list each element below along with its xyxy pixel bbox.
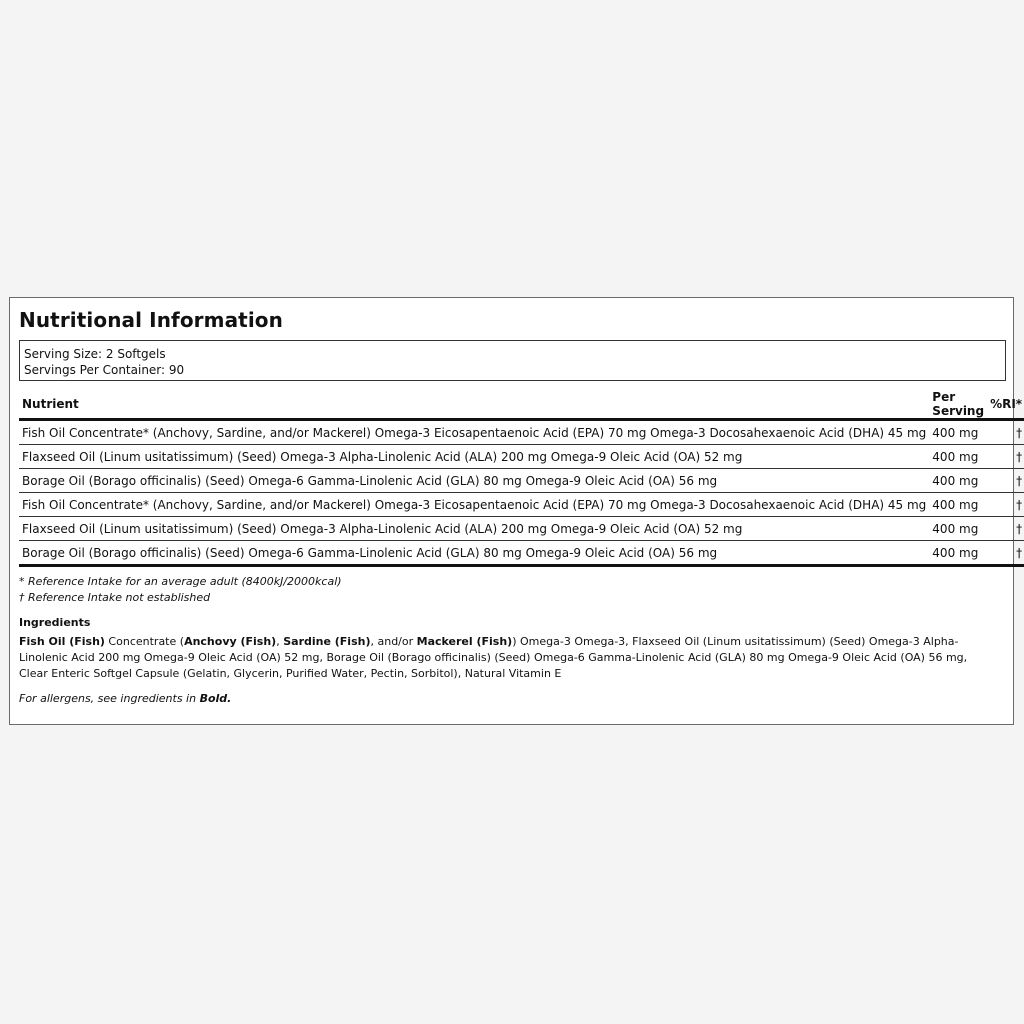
allergen-note-prefix: For allergens, see ingredients in (19, 692, 200, 705)
per-serving-cell: 400 mg (929, 420, 987, 445)
per-serving-cell: 400 mg (929, 493, 987, 517)
allergen-sardine: Sardine (Fish) (283, 635, 371, 648)
per-serving-cell: 400 mg (929, 469, 987, 493)
allergen-note (19, 692, 231, 705)
servings-per-container: Servings Per Container: 90 (24, 363, 185, 377)
page-title: Nutritional Information (19, 308, 283, 332)
allergen-note-bold: Bold. (199, 692, 232, 705)
ri-cell: † (987, 469, 1024, 493)
nutrient-cell: Borage Oil (Borago officinalis) (Seed) Omega-6 Gamma-Linolenic Acid (GLA) 80 mg Omega-9 Oleic Acid (OA) 56 mg (19, 541, 929, 566)
footnotes (19, 574, 342, 606)
nutrient-cell: Flaxseed Oil (Linum usitatissimum) (Seed) Omega-3 Alpha-Linolenic Acid (ALA) 200 mg Omega-9 Oleic Acid (OA) 52 mg (19, 517, 929, 541)
ingredients-fragment: , and/or (370, 635, 417, 648)
table-row (19, 493, 1024, 517)
ri-cell: † (987, 517, 1024, 541)
table-header-row (19, 390, 1024, 420)
footnote-reference-intake: * Reference Intake for an average adult (8400kJ/2000kcal) (19, 575, 342, 588)
ri-cell: † (987, 493, 1024, 517)
column-header-per-serving: Per Serving (929, 390, 987, 420)
ri-cell: † (987, 541, 1024, 566)
table-row (19, 445, 1024, 469)
footnote-not-established: † Reference Intake not established (19, 591, 211, 604)
serving-info-box (19, 340, 1006, 381)
allergen-mackerel: Mackerel (Fish) (416, 635, 513, 648)
table-row (19, 469, 1024, 493)
table-row (19, 517, 1024, 541)
ingredients-fragment: Concentrate ( (104, 635, 185, 648)
per-serving-cell: 400 mg (929, 517, 987, 541)
allergen-anchovy: Anchovy (Fish) (184, 635, 277, 648)
ingredients-fragment: ) Omega-3 Omega-3, Flaxseed Oil (Linum usitatissimum) (Seed) Omega-3 Alpha-Linolenic Acid 200 mg Omega-9 Oleic Acid (OA) 52 mg, Borage Oil (Borago officinalis) (Seed) Omega-6 Gamma-Linolenic Acid (GLA) 80 mg Omega-9 Oleic Acid (OA) 56 mg, Clear Enteric Softgel Capsule (Gelatin, Glycerin, Purified Water, Pectin, Sorbitol), Natural Vitamin E (19, 635, 968, 680)
ingredients-text (19, 634, 999, 682)
ingredients-heading: Ingredients (19, 616, 91, 629)
nutrient-cell: Fish Oil Concentrate* (Anchovy, Sardine, and/or Mackerel) Omega-3 Eicosapentaenoic Acid (EPA) 70 mg Omega-3 Docosahexaenoic Acid (DHA) 45 mg (19, 420, 929, 445)
ri-cell: † (987, 445, 1024, 469)
table-row (19, 541, 1024, 566)
allergen-fish-oil: Fish Oil (Fish) (19, 635, 105, 648)
nutrient-cell: Fish Oil Concentrate* (Anchovy, Sardine, and/or Mackerel) Omega-3 Eicosapentaenoic Acid (EPA) 70 mg Omega-3 Docosahexaenoic Acid (DHA) 45 mg (19, 493, 929, 517)
ri-cell: † (987, 420, 1024, 445)
per-serving-cell: 400 mg (929, 541, 987, 566)
nutrition-panel (9, 297, 1023, 725)
column-header-nutrient: Nutrient (19, 390, 929, 420)
table-row (19, 420, 1024, 445)
serving-size: Serving Size: 2 Softgels (24, 347, 166, 361)
nutrient-table (19, 390, 1024, 567)
per-serving-cell: 400 mg (929, 445, 987, 469)
nutrient-cell: Borage Oil (Borago officinalis) (Seed) Omega-6 Gamma-Linolenic Acid (GLA) 80 mg Omega-9 Oleic Acid (OA) 56 mg (19, 469, 929, 493)
ingredients-fragment: , (276, 635, 284, 648)
nutrient-cell: Flaxseed Oil (Linum usitatissimum) (Seed) Omega-3 Alpha-Linolenic Acid (ALA) 200 mg Omega-9 Oleic Acid (OA) 52 mg (19, 445, 929, 469)
column-header-ri: %RI* (987, 390, 1024, 420)
